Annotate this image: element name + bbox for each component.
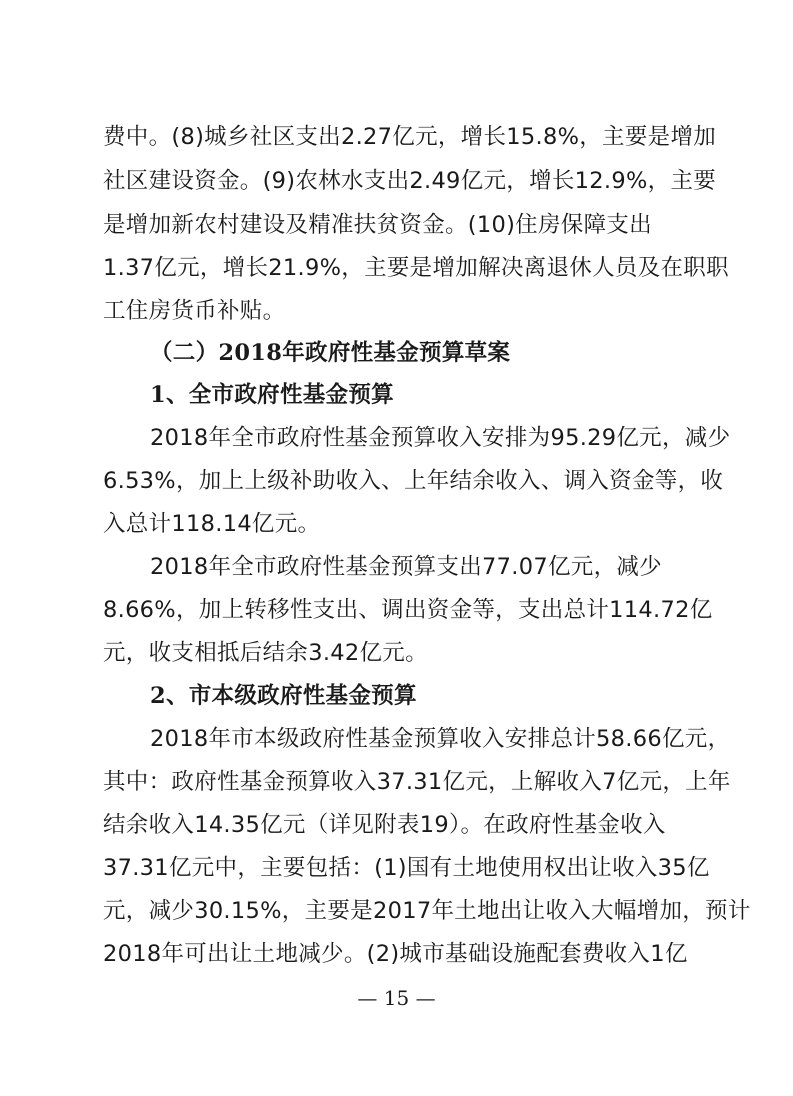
body-text-line: 2018年全市政府性基金预算支出77.07亿元，减少 — [150, 554, 662, 580]
body-text-line: 费中。(8)城乡社区支出2.27亿元，增长15.8%，主要是增加 — [103, 124, 717, 150]
body-text-line: 1.37亿元，增长21.9%，主要是增加解决离退休人员及在职职 — [103, 255, 729, 281]
body-text-line: 6.53%，加上上级补助收入、上年结余收入、调入资金等，收 — [103, 468, 724, 494]
subsection-heading: 2、市本级政府性基金预算 — [150, 683, 417, 709]
body-text-line: 2018年全市政府性基金预算收入安排为95.29亿元，减少 — [150, 425, 731, 451]
body-text-line: 元，收支相抵后结余3.42亿元。 — [103, 640, 428, 666]
body-text-line: 工住房货币补贴。 — [103, 298, 286, 324]
body-text-line: 其中：政府性基金预算收入37.31亿元，上解收入7亿元，上年 — [103, 769, 731, 795]
body-text-line: 是增加新农村建设及精准扶贫资金。(10)住房保障支出 — [103, 212, 652, 238]
body-text-line: 8.66%，加上转移性支出、调出资金等，支出总计114.72亿 — [103, 597, 713, 623]
body-text-line: 社区建设资金。(9)农林水支出2.49亿元，增长12.9%，主要 — [103, 168, 717, 194]
section-heading: （二）2018年政府性基金预算草案 — [150, 340, 511, 366]
subsection-heading: 1、全市政府性基金预算 — [150, 382, 394, 408]
body-text-line: 2018年市本级政府性基金预算收入安排总计58.66亿元， — [150, 726, 731, 752]
body-text-line: 37.31亿元中，主要包括：(1)国有土地使用权出让收入35亿 — [103, 855, 710, 881]
body-text-line: 元，减少30.15%，主要是2017年土地出让收入大幅增加，预计 — [103, 898, 751, 924]
body-text-line: 2018年可出让土地减少。(2)城市基础设施配套费收入1亿 — [103, 941, 688, 967]
body-text-line: 结余收入14.35亿元（详见附表19）。在政府性基金收入 — [103, 812, 666, 838]
page-number: — 15 — — [357, 986, 436, 1010]
body-text-line: 入总计118.14亿元。 — [103, 511, 321, 537]
